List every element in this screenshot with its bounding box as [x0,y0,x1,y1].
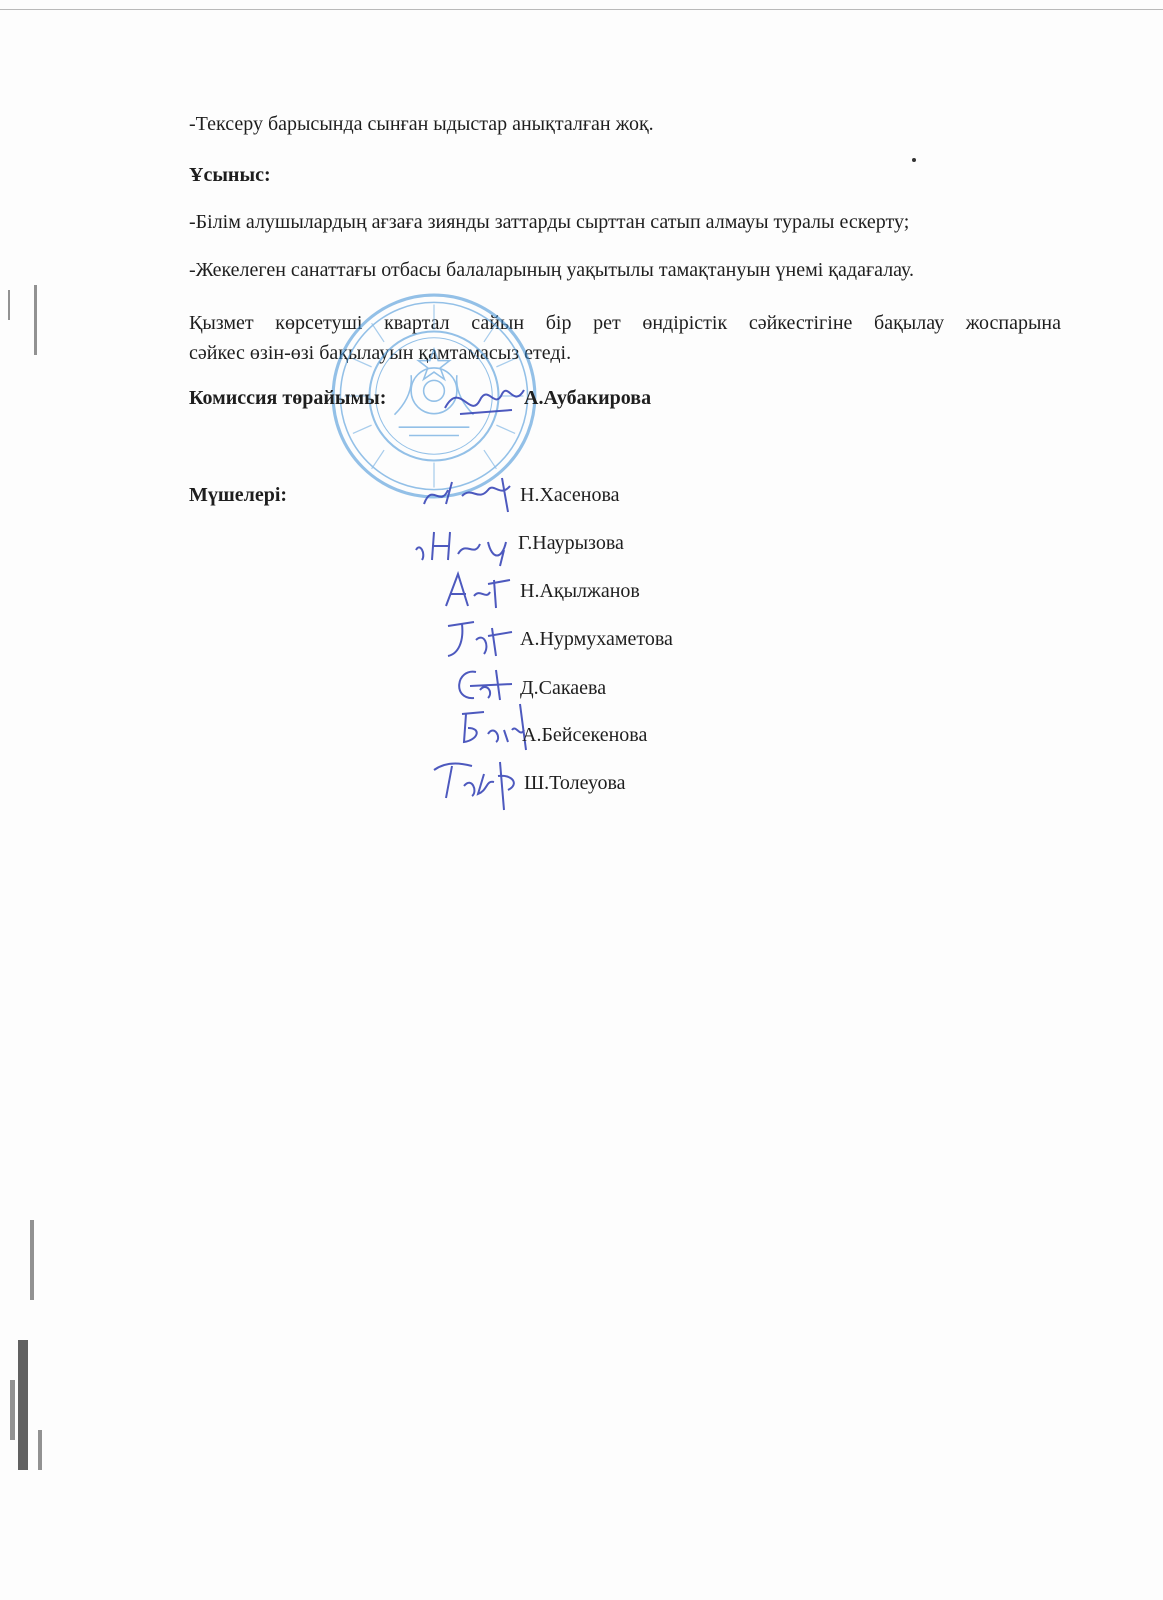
scan-edge-mark [34,285,37,355]
member-name-7: Ш.Толеуова [524,772,626,794]
scan-edge-mark [18,1340,28,1470]
member-signature-2 [410,520,514,568]
service-paragraph [189,308,1061,368]
chair-label: Комиссия төрайымы: [189,387,387,409]
scan-speck [912,158,916,162]
finding-line: -Тексеру барысында сынған ыдыстар анықталған жоқ. [189,113,654,135]
chair-name: А.Аубакирова [524,387,652,409]
recommendation-item-2: -Жекелеген санаттағы отбасы балаларының уақытылы тамақтануын үнемі қадағалау. [189,259,915,281]
member-name-5: Д.Сакаева [520,677,607,699]
member-signature-3 [440,566,516,612]
members-label: Мүшелері: [189,484,288,506]
service-paragraph-line-1: Қызмет көрсетуші квартал сайын бір рет өндірістік сәйкестігіне бақылау жоспарына [189,312,1061,334]
member-name-4: А.Нурмухаметова [520,628,673,650]
member-name-3: Н.Ақылжанов [520,580,640,602]
member-signature-1 [418,468,518,516]
scan-edge-mark [10,1380,15,1440]
scan-edge-mark [8,290,10,320]
member-name-1: Н.Хасенова [520,484,620,506]
top-rule [0,9,1163,10]
service-paragraph-line-2: сәйкес өзін-өзі бақылауын қамтамасыз етеді. [189,342,572,364]
scan-edge-mark [30,1220,34,1300]
member-signature-4 [440,612,518,662]
chair-signature [440,370,530,430]
member-signature-7 [428,754,528,814]
member-name-2: Г.Наурызова [518,532,624,554]
recommendation-heading: Ұсыныс: [189,164,271,186]
member-name-6: А.Бейсекенова [522,724,648,746]
scan-edge-mark [38,1430,42,1470]
recommendation-item-1: -Білім алушылардың ағзаға зиянды заттарды сырттан сатып алмауы туралы ескерту; [189,211,910,233]
